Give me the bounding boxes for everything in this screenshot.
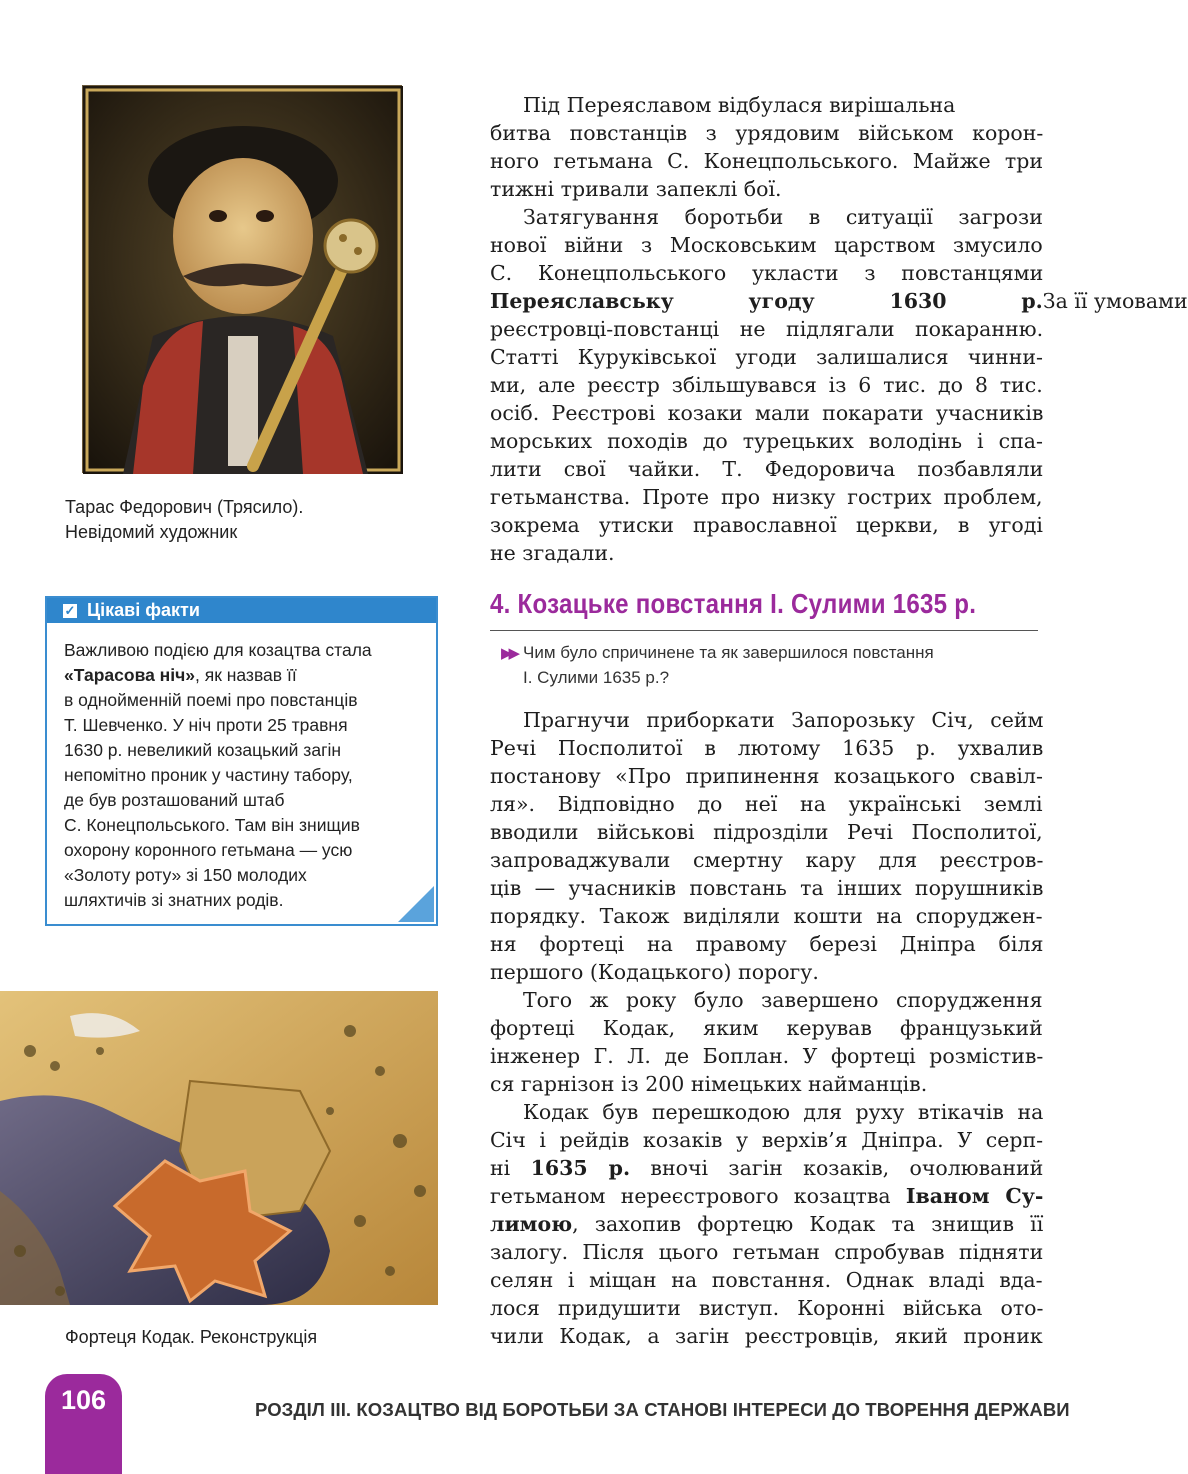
running-footer-title: РОЗДІЛ ІІІ. КОЗАЦТВО ВІД БОРОТЬБИ ЗА СТАНОВІ ІНТЕРЕСИ ДО ТВОРЕННЯ ДЕРЖАВИ bbox=[255, 1399, 1070, 1420]
text-line: чили Кодак, а загін реєстровців, який проник bbox=[490, 1324, 1043, 1348]
section-heading: 4. Козацьке повстання І. Сулими 1635 р. bbox=[490, 588, 977, 619]
text-line: постанову «Про припинення козацького свавіл- bbox=[490, 764, 1043, 788]
text-line: не згадали. bbox=[490, 541, 615, 565]
caption-line: Невідомий художник bbox=[65, 522, 238, 542]
facts-line: в однойменній поемі про повстанців bbox=[64, 690, 358, 710]
text-line: гетьманства. Проте про низку гострих проблем, bbox=[490, 485, 1043, 509]
text-line: зокрема утиски православної церкви, в угоді bbox=[490, 513, 1043, 537]
text-line: ся гарнізон із 200 німецьких найманців. bbox=[490, 1072, 928, 1096]
paragraph-pereiaslav-agreement bbox=[490, 203, 1188, 567]
text-line: інженер Г. Л. де Боплан. У фортеці розмістив- bbox=[490, 1044, 1044, 1068]
text-line: Прагнучи приборкати Запорозьку Січ, сейм bbox=[523, 708, 1044, 732]
paragraph-sulyma-uprising bbox=[490, 1098, 1043, 1350]
text-line: Січ і рейдів козаків у верхів’я Дніпра. У серп- bbox=[490, 1128, 1044, 1152]
fortress-caption: Фортеця Кодак. Реконструкція bbox=[65, 1327, 318, 1347]
text-line: фортеці Кодак, яким керував французький bbox=[490, 1016, 1043, 1040]
text-line: морських походів до турецьких володінь і спа- bbox=[490, 429, 1043, 453]
paragraph-pereiaslav-battle bbox=[490, 91, 1043, 203]
facts-box bbox=[45, 596, 438, 926]
question-line: І. Сулими 1635 р.? bbox=[523, 668, 670, 687]
facts-text bbox=[64, 638, 434, 913]
facts-line: 1630 р. невеликий козацький загін bbox=[64, 740, 342, 760]
guiding-question bbox=[501, 640, 934, 690]
text-line: Під Переяславом відбулася вирішальна bbox=[523, 93, 956, 117]
paragraph-sejm-decision bbox=[490, 706, 1043, 986]
question-line: Чим було спричинене та як завершилося повстання bbox=[523, 643, 934, 662]
facts-line: Т. Шевченко. У ніч проти 25 травня bbox=[64, 715, 348, 735]
facts-line: С. Конецпольського. Там він знищив bbox=[64, 815, 360, 835]
text-line: залогу. Після цього гетьман спробував підняти bbox=[490, 1240, 1044, 1264]
facts-title: Цікаві факти bbox=[87, 600, 200, 620]
text-line: осіб. Реєстрові козаки мали покарати учасників bbox=[490, 401, 1044, 425]
text-line: лити свої чайки. Т. Федоровича позбавляли bbox=[490, 457, 1044, 481]
section-divider bbox=[490, 630, 1038, 631]
text-line: порядку. Також виділяли кошти на споруджен- bbox=[490, 904, 1043, 928]
facts-line: «Тарасова ніч», як назвав її bbox=[64, 665, 297, 685]
text-line: тижні тривали запеклі бої. bbox=[490, 177, 782, 201]
text-line: Того ж року було завершено спорудження bbox=[523, 988, 1043, 1012]
text-line: вводили військові підрозділи Речі Посполитої, bbox=[490, 820, 1043, 844]
text-line: селян і міщан на повстання. Однак владі вда- bbox=[490, 1268, 1043, 1292]
text-line: ні 1635 р. вночі загін козаків, очолюваний bbox=[490, 1156, 1044, 1180]
text-line: Затягування боротьби в ситуації загрози bbox=[523, 205, 1043, 229]
page-number: 106 bbox=[60, 1385, 107, 1415]
facts-line: де був розташований штаб bbox=[64, 790, 285, 810]
text-line: лося придушити виступ. Коронні війська ото- bbox=[490, 1296, 1044, 1320]
facts-line: непомітно проник у частину табору, bbox=[64, 765, 353, 785]
fortress-image bbox=[0, 991, 438, 1305]
caption-line: Тарас Федорович (Трясило). bbox=[65, 497, 304, 517]
text-line: битва повстанців з урядовим військом корон- bbox=[490, 121, 1044, 145]
facts-line: Важливою подією для козацтва стала bbox=[64, 640, 372, 660]
double-arrow-icon: ▶▶ bbox=[501, 645, 517, 662]
text-line: ня фортеці на правому березі Дніпра біля bbox=[490, 932, 1044, 956]
text-line: реєстровці-повстанці не підлягали покаранню. bbox=[490, 317, 1044, 341]
text-line: ного гетьмана С. Конецпольського. Майже три bbox=[490, 149, 1044, 173]
portrait-image bbox=[82, 85, 402, 473]
text-line: нової війни з Московським царством змусило bbox=[490, 233, 1043, 257]
text-line: запроваджували смертну кару для реєстров- bbox=[490, 848, 1044, 872]
page-corner-decoration bbox=[398, 886, 434, 922]
portrait-caption bbox=[65, 495, 395, 545]
text-line: гетьманом нереєстрового козацтва Іваном Су- bbox=[490, 1184, 1044, 1208]
text-line: Речі Посполитої в лютому 1635 р. ухвалив bbox=[490, 736, 1044, 760]
facts-line: шляхтичів зі знатних родів. bbox=[64, 890, 284, 910]
text-line: ців — учасників повстань та інших порушників bbox=[490, 876, 1044, 900]
paragraph-kodak-construction bbox=[490, 986, 1043, 1098]
text-line: Кодак був перешкодою для руху втікачів на bbox=[523, 1100, 1044, 1124]
text-line: лимою, захопив фортецю Кодак та знищив її bbox=[490, 1212, 1044, 1236]
checkbox-icon: ✓ bbox=[64, 602, 76, 618]
facts-header bbox=[47, 598, 436, 623]
text-line: ми, але реєстр збільшувався із 6 тис. до 8 тис. bbox=[490, 373, 1043, 397]
text-line: С. Конецпольського укласти з повстанцями bbox=[490, 261, 1044, 285]
text-line: першого (Кодацького) порогу. bbox=[490, 960, 819, 984]
text-line: ля». Відповідно до неї на українські землі bbox=[490, 792, 1043, 816]
facts-line: охорону коронного гетьмана — усю bbox=[64, 840, 353, 860]
facts-line: «Золоту роту» зі 150 молодих bbox=[64, 865, 307, 885]
text-line: Статті Куруківської угоди залишалися чинни- bbox=[490, 345, 1043, 369]
text-line: Переяславську угоду 1630 р. За її умовами bbox=[490, 289, 1188, 313]
